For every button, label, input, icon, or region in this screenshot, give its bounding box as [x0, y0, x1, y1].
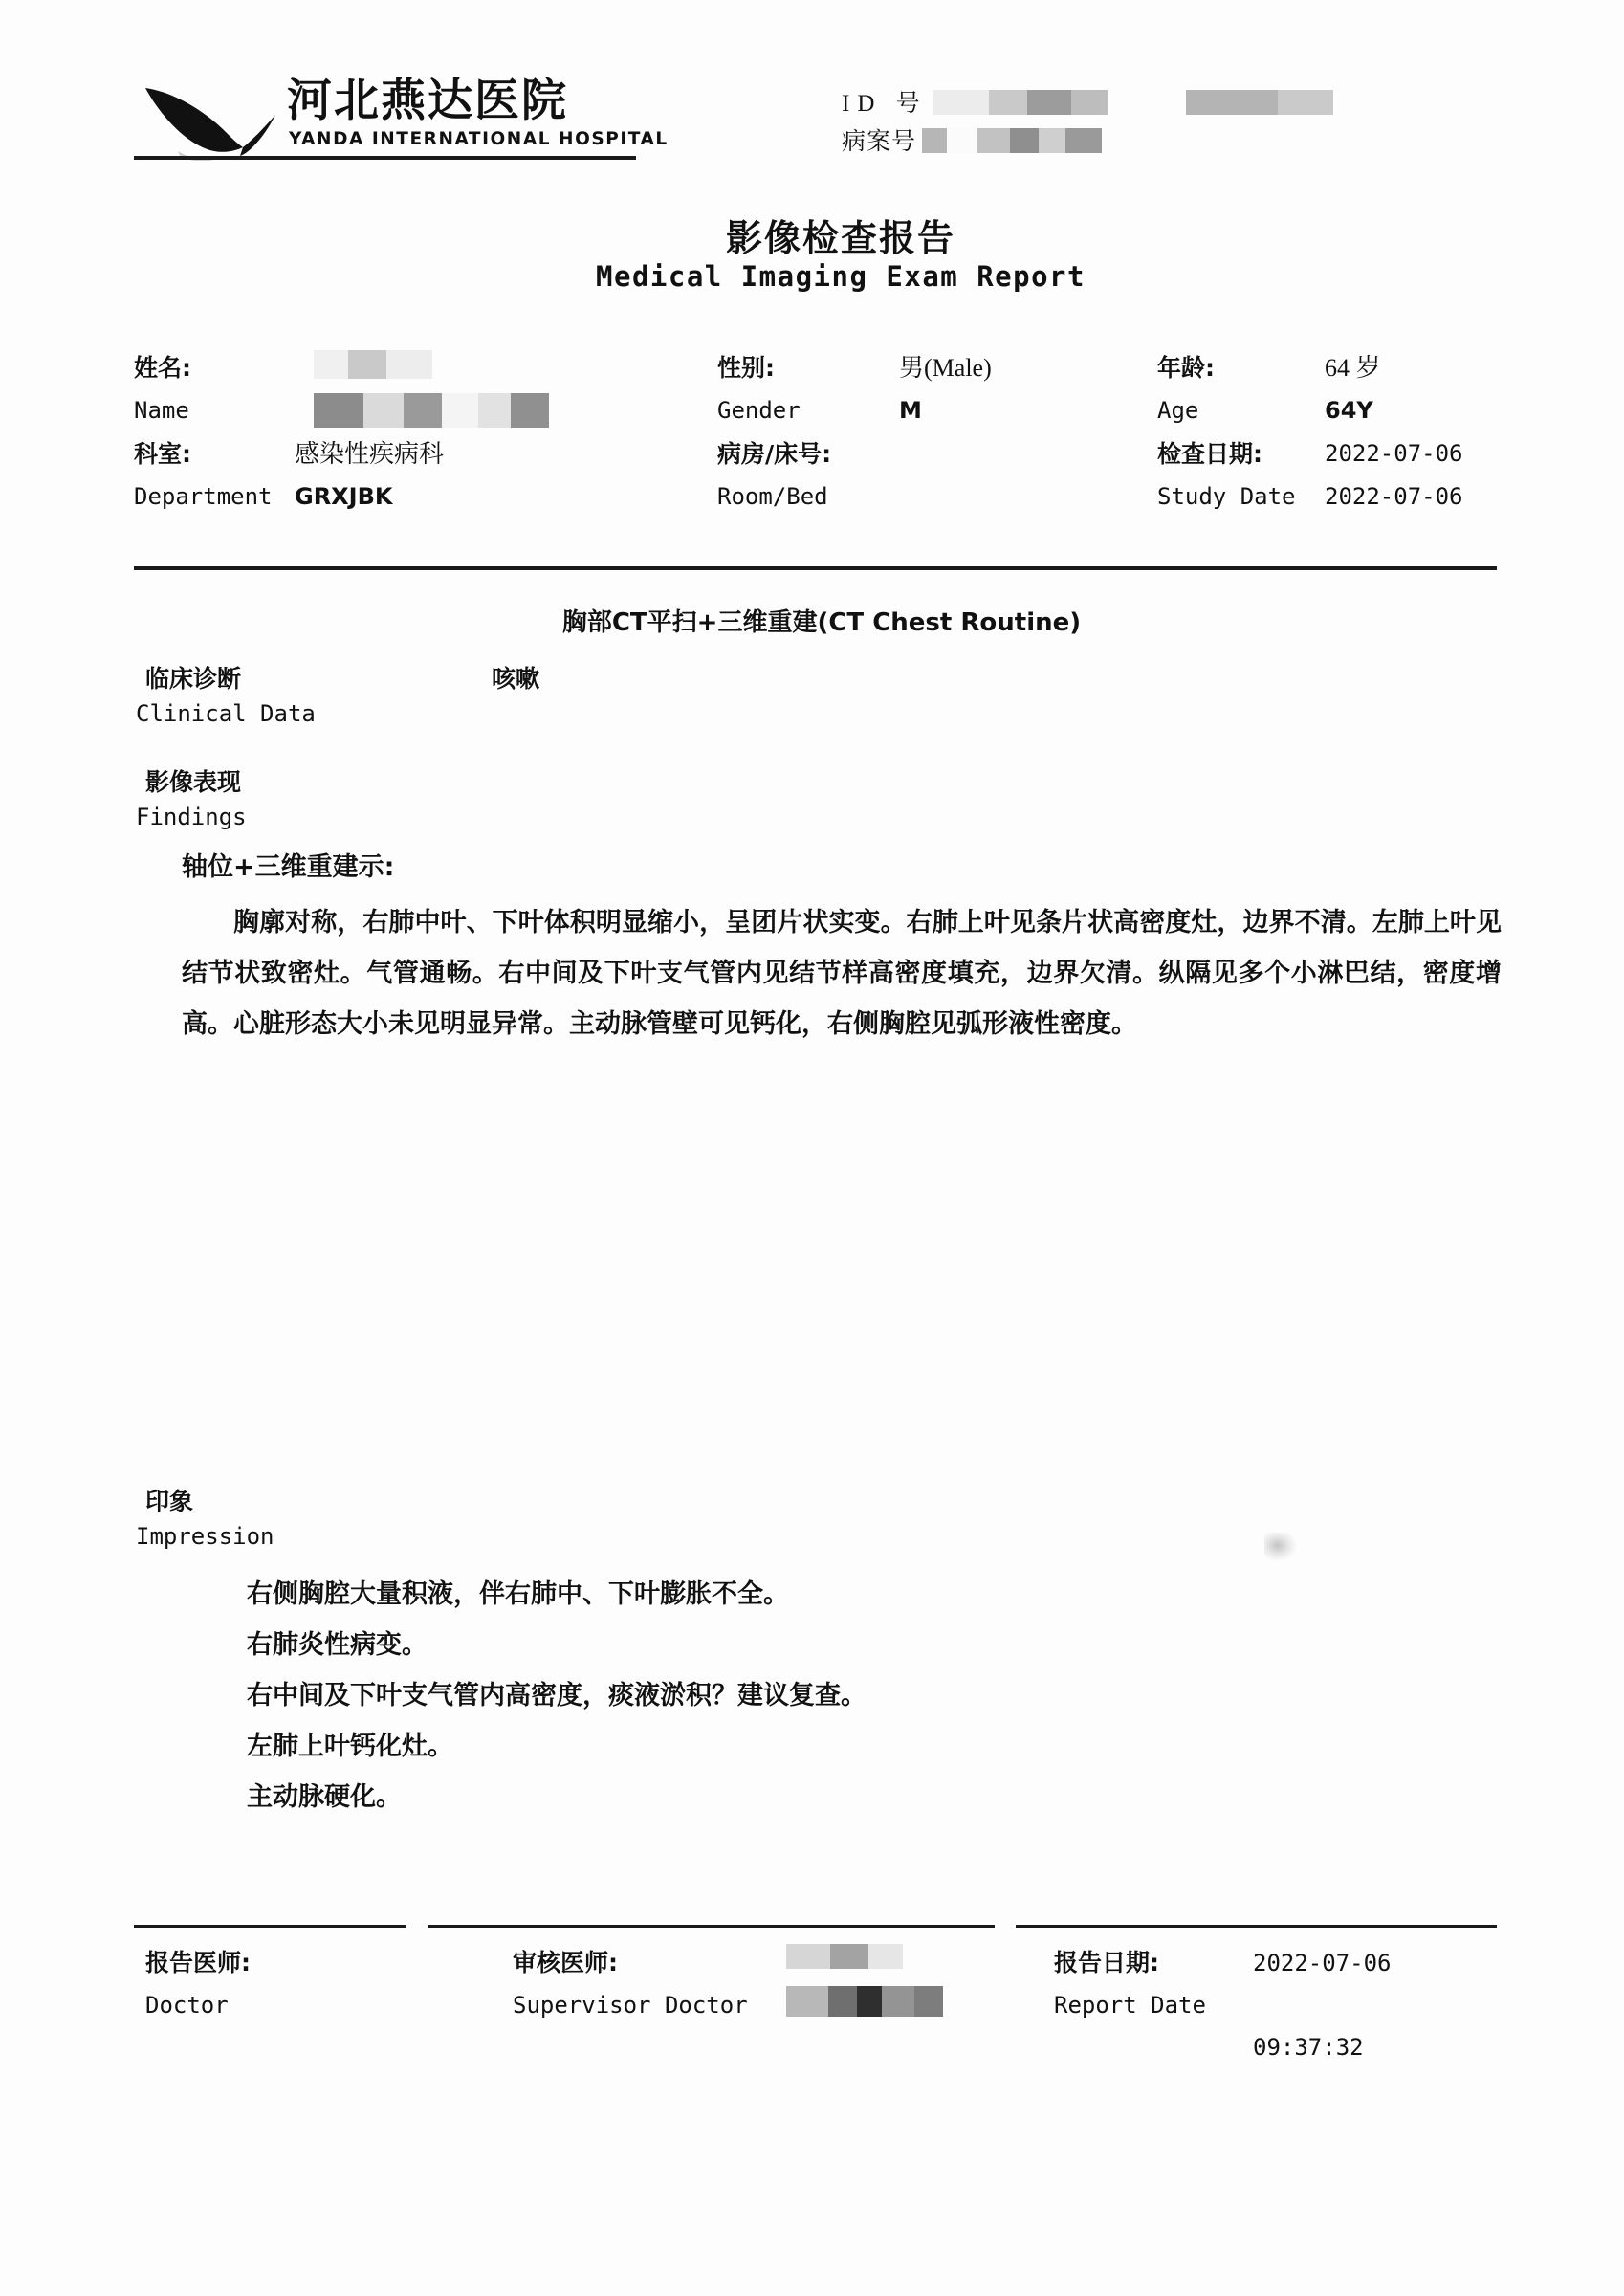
case-number-label: 病案号	[842, 129, 917, 155]
identifier-block	[842, 82, 1416, 159]
supervisor-signature-redacted	[786, 1944, 943, 2028]
report-date-values	[1253, 1942, 1392, 2068]
impression-line: 右中间及下叶支气管内高密度，痰液淤积？建议复查。	[247, 1681, 867, 1711]
report-date-field	[1054, 1942, 1206, 2026]
impression-list	[247, 1569, 1490, 1822]
swallow-bird-logo-icon	[143, 82, 282, 161]
clinical-data-section	[136, 662, 540, 731]
clinical-data-label-en: Clinical Data	[136, 700, 316, 727]
age-value: 64 岁 64Y	[1325, 354, 1381, 424]
gender-label: 性别: Gender	[717, 354, 801, 424]
page-title-cn: 影像检查报告	[725, 217, 955, 259]
page-title-en: Medical Imaging Exam Report	[596, 260, 1086, 293]
id-value-redacted	[933, 88, 1334, 115]
hospital-logo	[134, 75, 669, 185]
impression-line: 右侧胸腔大量积液，伴右肺中、下叶膨胀不全。	[247, 1579, 789, 1609]
impression-line: 主动脉硬化。	[247, 1782, 402, 1812]
findings-paragraph	[182, 897, 1502, 1049]
reporting-doctor-label-cn: 报告医师:	[145, 1949, 251, 1976]
logo-underline	[134, 156, 636, 160]
supervisor-doctor-field	[513, 1942, 748, 2026]
info-divider	[134, 566, 1497, 570]
impression-line: 左肺上叶钙化灶。	[247, 1732, 453, 1761]
paper-smudge	[1264, 1533, 1297, 1561]
department-value: 感染性疾病科 GRXJBK	[295, 440, 445, 510]
name-value-redacted	[314, 350, 549, 436]
case-number-row	[842, 121, 1416, 159]
exam-name: 胸部CT平扫+三维重建(CT Chest Routine)	[561, 608, 1082, 637]
report-date-label-cn: 报告日期:	[1054, 1949, 1159, 1976]
impression-label-cn: 印象	[145, 1488, 194, 1515]
department-label: 科室: Department	[134, 440, 273, 510]
reporting-doctor-label-en: Doctor	[145, 1992, 229, 2019]
clinical-data-label-cn: 临床诊断	[145, 665, 242, 693]
supervisor-doctor-label-cn: 审核医师:	[513, 1949, 618, 1976]
report-header	[134, 75, 1492, 199]
hospital-name-cn: 河北燕达医院	[287, 75, 568, 127]
age-label: 年龄: Age	[1157, 354, 1215, 424]
findings-subheading: 轴位+三维重建示:	[182, 852, 395, 882]
footer-divider-gap	[995, 1923, 1016, 1930]
gender-value: 男(Male) M	[899, 354, 992, 424]
name-label: 姓名: Name	[134, 354, 191, 424]
findings-paragraph-text: 胸廓对称，右肺中叶、下叶体积明显缩小，呈团片状实变。右肺上叶见条片状高密度灶，边界不清。左肺上叶见结节状致密灶。气管通畅。右中间及下叶支气管内见结节样高密度填充，边界欠清。纵隔见多个小淋巴结，密度增高。心脏形态大小未见明显异常。主动脉管壁可见钙化，右侧胸腔见弧形液性密度。	[182, 908, 1502, 1039]
findings-label-en: Findings	[136, 804, 247, 830]
study-date-value: 2022-07-06 2022-07-06	[1325, 440, 1463, 510]
hospital-name-en: YANDA INTERNATIONAL HOSPITAL	[289, 129, 669, 149]
patient-info-row-2	[134, 432, 1497, 517]
findings-label-cn: 影像表现	[145, 768, 242, 796]
id-label: ID 号	[842, 91, 928, 117]
supervisor-doctor-label-en: Supervisor Doctor	[513, 1992, 748, 2019]
case-number-value-redacted	[922, 126, 1102, 153]
room-bed-label: 病房/床号: Room/Bed	[717, 440, 832, 510]
report-date-label-en: Report Date	[1054, 1992, 1206, 2019]
impression-line: 右肺炎性病变。	[247, 1630, 428, 1660]
study-date-label: 检查日期: Study Date	[1157, 440, 1296, 510]
impression-label-en: Impression	[136, 1523, 274, 1550]
reporting-doctor-field	[145, 1942, 251, 2026]
patient-info-grid	[134, 346, 1497, 517]
report-time-value: 09:37:32	[1253, 2034, 1364, 2061]
patient-info-row-1	[134, 346, 1497, 432]
impression-section-label	[136, 1485, 274, 1554]
report-date-value: 2022-07-06	[1253, 1950, 1392, 1976]
clinical-data-value: 咳嗽	[492, 665, 540, 693]
footer-divider	[134, 1925, 1497, 1928]
findings-section-label	[136, 765, 247, 834]
footer-divider-gap	[406, 1923, 428, 1930]
id-row	[842, 82, 1416, 121]
